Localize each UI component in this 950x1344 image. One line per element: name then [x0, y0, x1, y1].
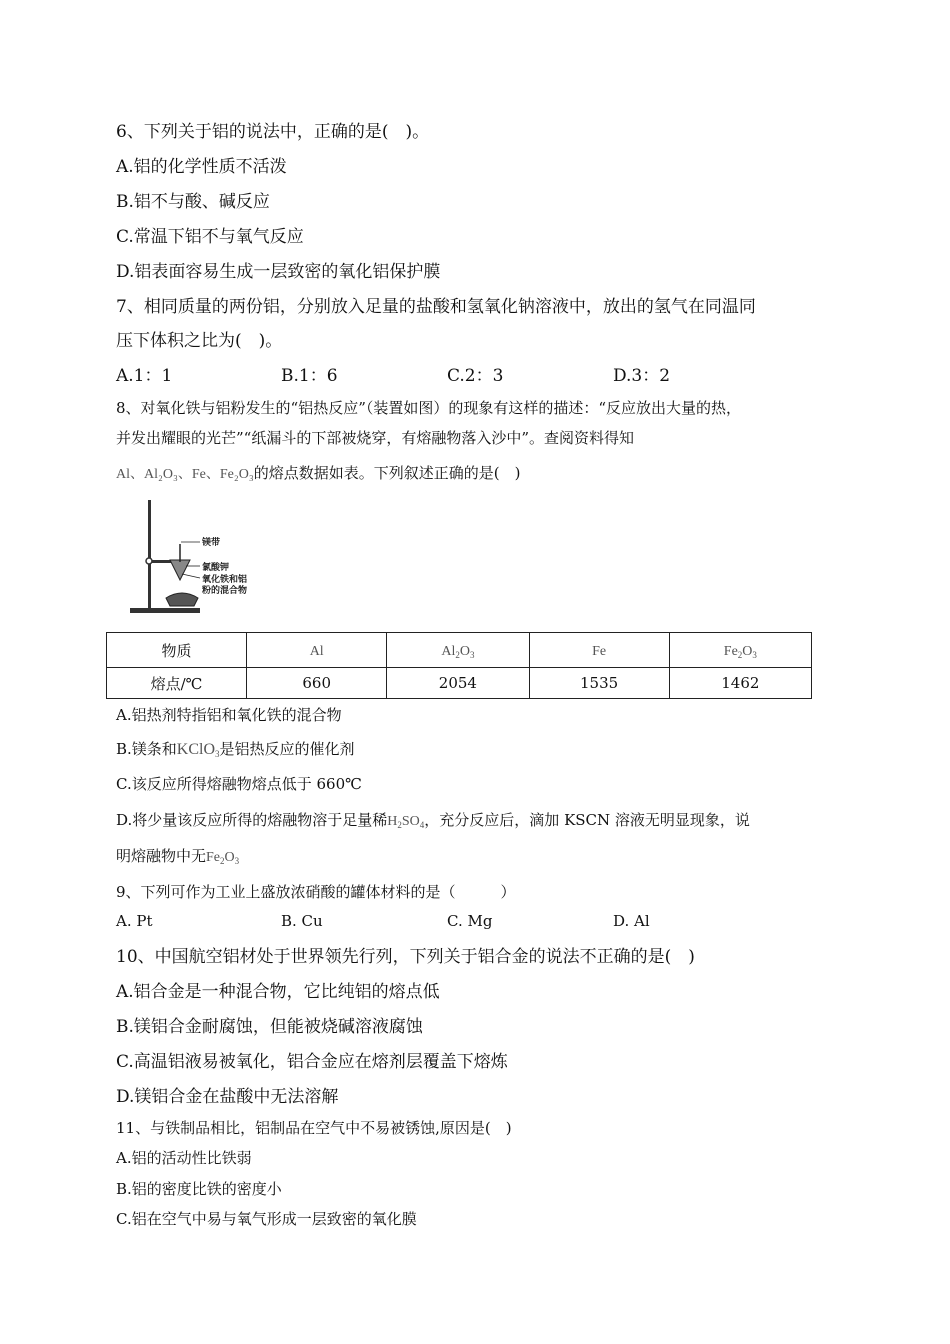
q7-option-b: B.1：6 — [281, 366, 338, 386]
q8-option-d-line2: 明熔融物中无$Fe_2O_3$ — [116, 847, 240, 866]
q7-option-c: C.2：3 — [447, 366, 504, 386]
q10-stem: 10、中国航空铝材处于世界领先行列，下列关于铝合金的说法不正确的是( ) — [116, 947, 695, 967]
q8-option-a: A.铝热剂特指铝和氧化铁的混合物 — [116, 706, 342, 724]
table-row — [107, 668, 812, 699]
q7-option-a: A.1：1 — [116, 366, 173, 386]
table-cell-substance: Al — [247, 633, 387, 668]
paper-funnel — [170, 560, 190, 580]
stand-rod — [148, 500, 151, 610]
q11-option-b: B.铝的密度比铁的密度小 — [116, 1180, 282, 1198]
label-potassium-chlorate: 氯酸钾 — [202, 563, 230, 573]
label-line-mixture — [182, 574, 200, 578]
clamp-knob — [146, 558, 152, 564]
q7-stem-line2: 压下体积之比为( )。 — [116, 331, 283, 351]
q10-option-a: A.铝合金是一种混合物，它比纯铝的熔点低 — [116, 982, 440, 1002]
table-cell-value: 660 — [247, 668, 387, 699]
label-mixture-line2: 粉的混合物 — [202, 586, 248, 596]
stand-base — [130, 608, 200, 613]
table-row — [107, 633, 812, 668]
q9-option-d: D. Al — [613, 912, 650, 930]
table-cell-substance: $Al_2O_3$ — [387, 633, 529, 668]
table-cell-substance: $Fe_2O_3$ — [669, 633, 811, 668]
q10-option-b: B.镁铝合金耐腐蚀，但能被烧碱溶液腐蚀 — [116, 1017, 423, 1037]
table-header-label: 物质 — [107, 633, 247, 668]
q8-option-c: C.该反应所得熔融物熔点低于 660℃ — [116, 775, 362, 793]
q8-stem-line1: 8、对氧化铁与铝粉发生的“铝热反应”（装置如图）的现象有这样的描述：“反应放出大量的热， — [116, 399, 742, 417]
q11-option-a: A.铝的活动性比铁弱 — [116, 1149, 252, 1167]
q6-stem: 6、下列关于铝的说法中，正确的是( )。 — [116, 122, 430, 142]
q11-option-c: C.铝在空气中易与氧气形成一层致密的氧化膜 — [116, 1210, 417, 1228]
table-cell-value: 1462 — [669, 668, 811, 699]
q7-stem-line1: 7、相同质量的两份铝，分别放入足量的盐酸和氢氧化钠溶液中，放出的氢气在同温同 — [116, 297, 756, 317]
q9-option-c: C. Mg — [447, 912, 493, 930]
q6-option-c: C.常温下铝不与氧气反应 — [116, 227, 304, 247]
label-mixture-line1: 氧化铁和铝 — [202, 575, 248, 585]
q9-option-a: A. Pt — [116, 912, 153, 930]
q6-option-b: B.铝不与酸、碱反应 — [116, 192, 270, 212]
q8-option-d-line1: D.将少量该反应所得的熔融物溶于足量稀$H_2SO_4$，充分反应后，滴加 KSCN 溶液无明显现象，说 — [116, 811, 750, 830]
q8-formula-list: Al、Al₂O₃、Fe、Fe₂O₃ — [116, 467, 254, 482]
sand-dish — [166, 593, 198, 606]
label-magnesium-ribbon: 镁带 — [202, 538, 221, 548]
q10-option-d: D.镁铝合金在盐酸中无法溶解 — [116, 1087, 339, 1107]
table-cell-value: 1535 — [529, 668, 669, 699]
q9-stem: 9、下列可作为工业上盛放浓硝酸的罐体材料的是（ ） — [116, 883, 516, 901]
melting-point-table — [106, 632, 812, 699]
table-row-label: 熔点/℃ — [107, 668, 247, 699]
q6-option-d: D.铝表面容易生成一层致密的氧化铝保护膜 — [116, 262, 441, 282]
thermite-apparatus-figure — [126, 498, 266, 616]
q11-stem: 11、与铁制品相比，铝制品在空气中不易被锈蚀,原因是( ) — [116, 1119, 512, 1137]
q8-option-b: B.镁条和KClO$_3$是铝热反应的催化剂 — [116, 740, 355, 759]
q8-stem-line2: 并发出耀眼的光芒”“纸漏斗的下部被烧穿，有熔融物落入沙中”。查阅资料得知 — [116, 429, 635, 447]
q7-option-d: D.3：2 — [613, 366, 671, 386]
table-cell-substance: Fe — [529, 633, 669, 668]
q10-option-c: C.高温铝液易被氧化，铝合金应在熔剂层覆盖下熔炼 — [116, 1052, 508, 1072]
q8-stem-line3-text: 的熔点数据如表。下列叙述正确的是( ) — [253, 464, 521, 482]
q8-stem-line3 — [116, 462, 520, 483]
q9-option-b: B. Cu — [281, 912, 323, 930]
q6-option-a: A.铝的化学性质不活泼 — [116, 157, 287, 177]
table-cell-value: 2054 — [387, 668, 529, 699]
